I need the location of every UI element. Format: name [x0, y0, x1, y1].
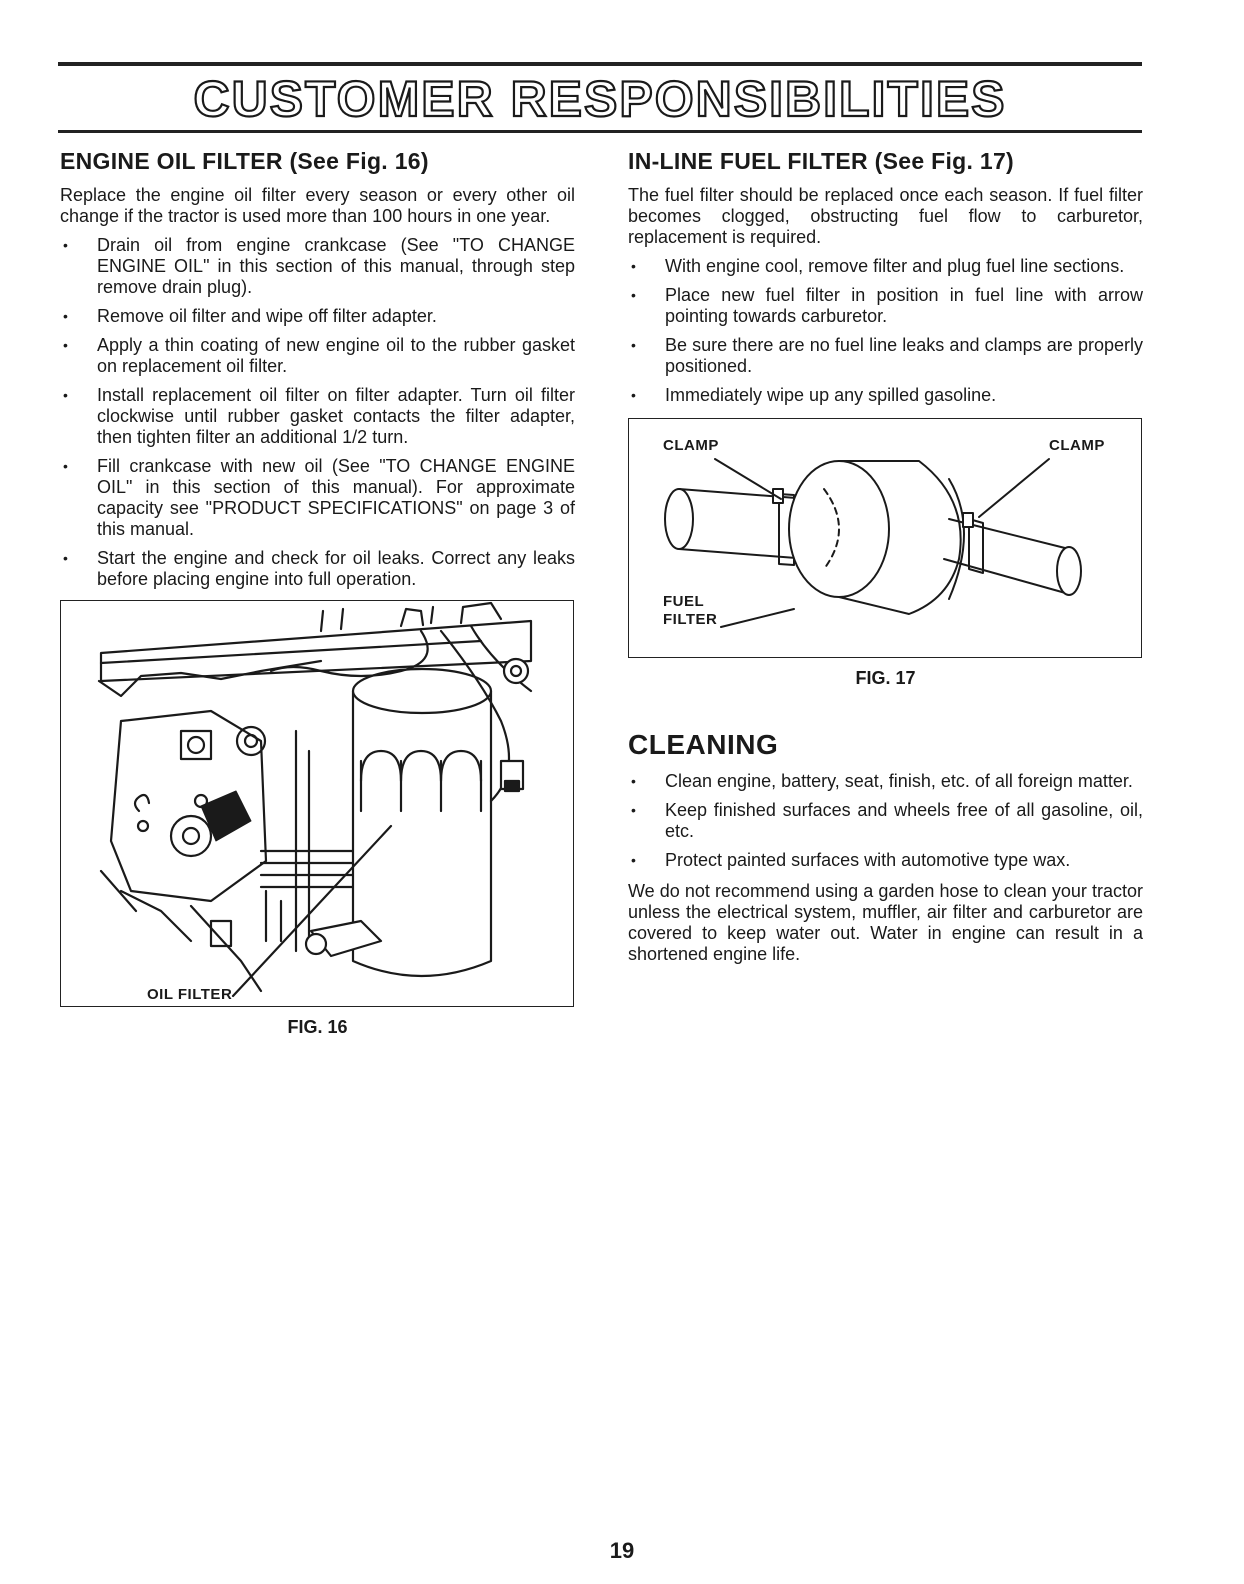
list-item: • Fill crankcase with new oil (See "TO CHANGE ENGINE OIL" in this section of this manual). For approximate capacity see "PRODUCT SPECIFICATIONS" on page 3 of this manual. [63, 456, 575, 539]
figure-17-fuel-filter [628, 418, 1142, 658]
cleaning-steps [628, 771, 1143, 871]
left-column [60, 140, 575, 1038]
list-item: • Install replacement oil filter on filter adapter. Turn oil filter clockwise until rubber gasket contacts the filter adapter, then tighten filter an additional 1/2 turn. [63, 385, 575, 447]
page-number: 19 [609, 1538, 635, 1563]
list-item: • Start the engine and check for oil leaks. Correct any leaks before placing engine into full operation. [63, 548, 575, 589]
title-bottom-rule [58, 130, 1142, 133]
figure-16-caption: FIG. 16 [287, 1017, 348, 1037]
oil-filter-illustration [61, 601, 573, 1006]
filter-label: FILTER [663, 611, 718, 628]
list-item: • Clean engine, battery, seat, finish, etc. of all foreign matter. [631, 771, 1133, 791]
right-column [628, 140, 1143, 973]
list-item: • Apply a thin coating of new engine oil to the rubber gasket on replacement oil filter. [63, 335, 575, 376]
figure-16-oil-filter [60, 600, 574, 1007]
list-item: • With engine cool, remove filter and plug fuel line sections. [631, 256, 1125, 276]
cleaning-paragraph: We do not recommend using a garden hose to clean your tractor unless the electrical system, muffler, air filter and carburetor are covered to keep water out. Water in engine can result in a shortened engine life. [628, 881, 1143, 964]
list-item: • Immediately wipe up any spilled gasoline. [631, 385, 997, 405]
list-item: • Protect painted surfaces with automotive type wax. [631, 850, 1071, 870]
list-item: • Place new fuel filter in position in fuel line with arrow pointing towards carburetor. [631, 285, 1143, 326]
oil-filter-label: OIL FILTER [147, 986, 233, 1003]
engine-oil-filter-heading: ENGINE OIL FILTER (See Fig. 16) [60, 148, 429, 174]
figure-17-caption: FIG. 17 [855, 668, 916, 688]
cleaning-heading: CLEANING [628, 729, 779, 760]
inline-fuel-filter-steps [628, 256, 1143, 406]
list-item: • Keep finished surfaces and wheels free of all gasoline, oil, etc. [631, 800, 1143, 841]
inline-fuel-filter-intro: The fuel filter should be replaced once each season. If fuel filter becomes clogged, obstructing fuel flow to carburetor, replacement is required. [628, 185, 1143, 247]
inline-fuel-filter-heading: IN-LINE FUEL FILTER (See Fig. 17) [628, 148, 1015, 174]
list-item: • Be sure there are no fuel line leaks and clamps are properly positioned. [631, 335, 1143, 376]
engine-oil-filter-intro: Replace the engine oil filter every season or every other oil change if the tractor is used more than 100 hours in one year. [60, 185, 575, 226]
list-item: • Remove oil filter and wipe off filter adapter. [63, 306, 437, 326]
top-rule [58, 62, 1142, 66]
fuel-label: FUEL [663, 593, 705, 610]
page-title: CUSTOMER RESPONSIBILITIES [193, 71, 1007, 127]
engine-oil-filter-steps [60, 235, 575, 590]
list-item: • Drain oil from engine crankcase (See "TO CHANGE ENGINE OIL" in this section of this manual, through step remove drain plug). [63, 235, 575, 297]
clamp-left-label: CLAMP [663, 437, 719, 454]
clamp-right-label: CLAMP [1049, 437, 1105, 454]
